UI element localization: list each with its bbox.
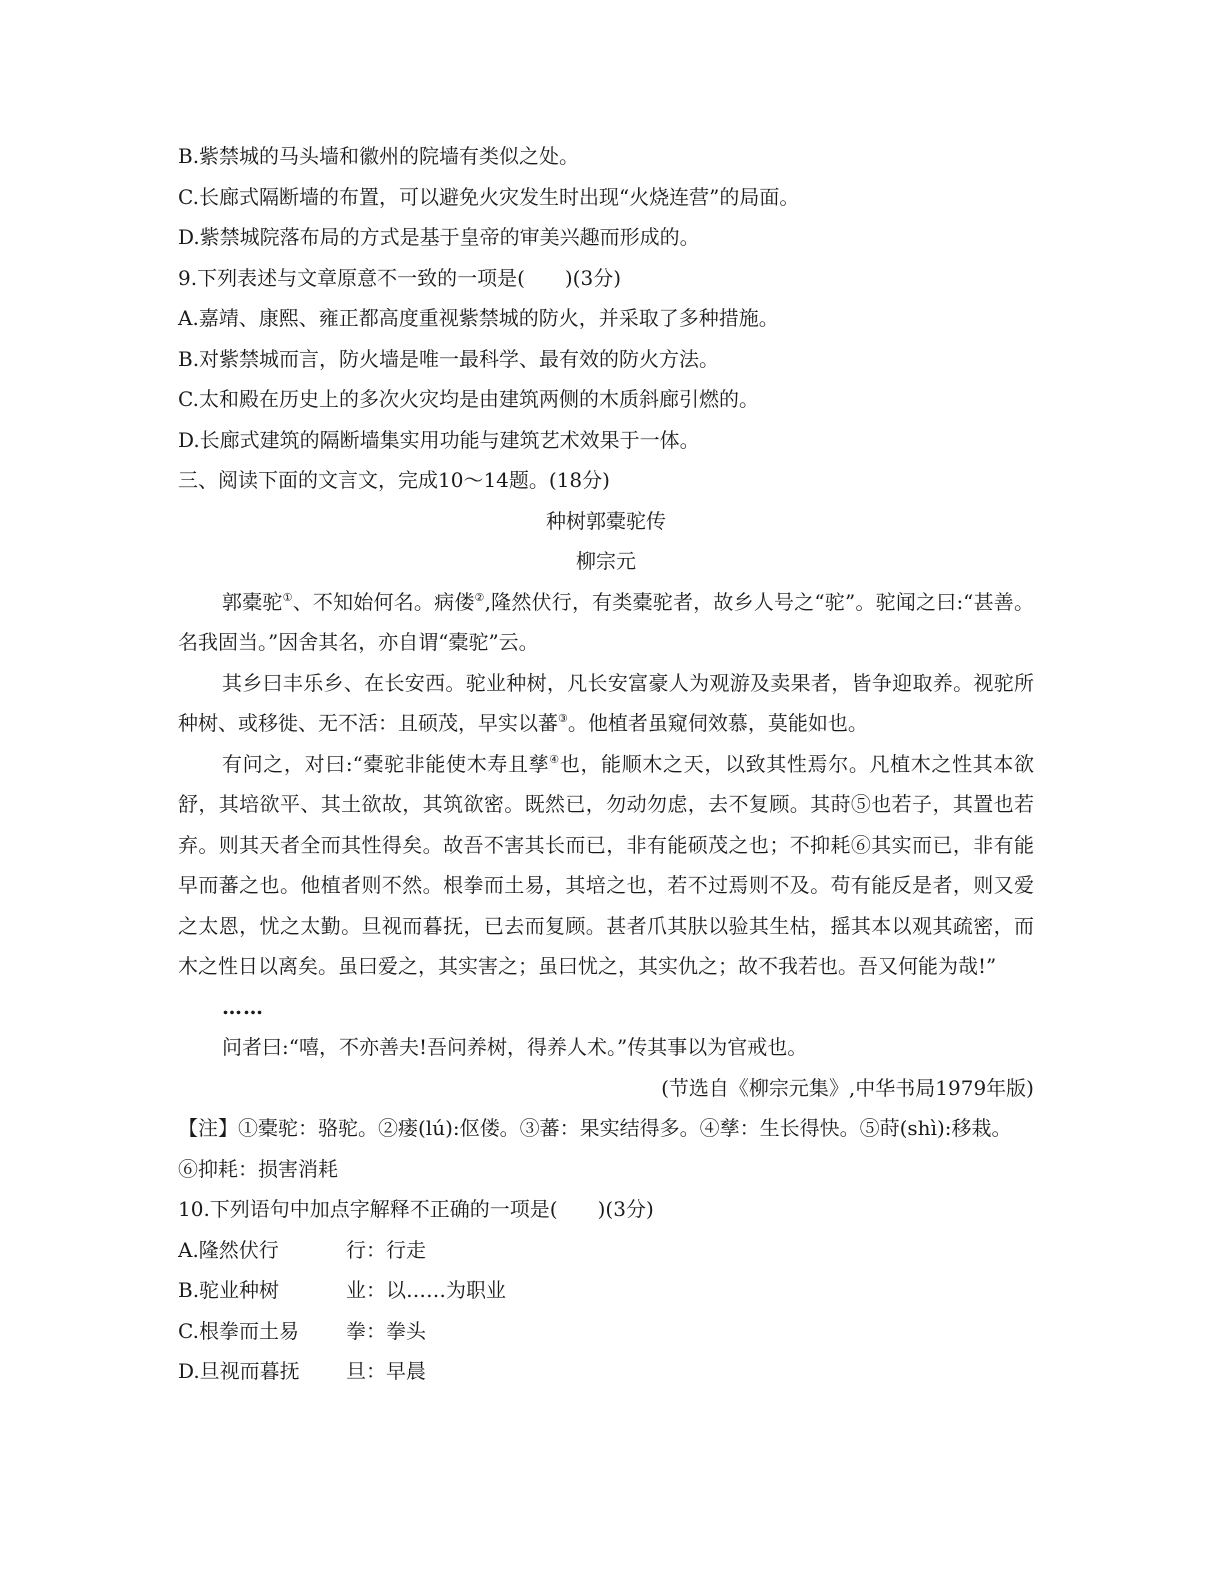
q10-option-c-gloss: 拳：拳头 xyxy=(346,1318,426,1343)
p1-text-c: ,隆然伏行，有类橐驼者，故乡人号之“驼”。驼闻之曰:“甚善。名我固当。”因舍其名，亦自谓“橐驼”云。 xyxy=(178,589,1035,654)
q9-option-a: A.嘉靖、康熙、雍正都高度重视紫禁城的防火，并采取了多种措施。 xyxy=(178,306,779,330)
footnote-marker-2: ② xyxy=(474,590,485,604)
document-content xyxy=(178,136,1034,1392)
passage-source: (节选自《柳宗元集》,中华书局1979年版) xyxy=(661,1075,1034,1100)
p3-text-b: 也，能顺木之天，以致其性焉尔。凡植木之性其本欲舒，其培欲平、其土欲故，其筑欲密。既然已，勿动勿虑，去不复顾。其莳⑤也若子，其置也若弃。则其天者全而其性得矣。故吾不害其长而已，非有能硕茂之也；不抑耗⑥其实而已，非有能早而蕃之也。他植者则不然。根拳而土易，其培之也，若不过焉则不及。苟有能反是者，则又爱之太恩，忧之太勤。旦视而暮抚，已去而复顾。甚者爪其肤以验其生枯，摇其本以观其疏密，而木之性日以离矣。虽曰爱之，其实害之；虽曰忧之，其实仇之；故不我若也。吾又何能为哉!” xyxy=(178,751,1035,978)
passage-paragraph-4: 问者曰:“嘻，不亦善夫!吾问养树，得养人术。”传其事以为官戒也。 xyxy=(222,1035,808,1059)
q9-option-d: D.长廊式建筑的隔断墙集实用功能与建筑艺术效果于一体。 xyxy=(178,427,700,452)
q10-option-b xyxy=(178,1270,1034,1311)
q10-stem: 10.下列语句中加点字解释不正确的一项是( )(3分) xyxy=(178,1197,654,1221)
passage-author: 柳宗元 xyxy=(576,549,636,573)
q9-stem: 9.下列表述与文章原意不一致的一项是( )(3分) xyxy=(178,265,622,290)
q9-option-b: B.对紫禁城而言，防火墙是唯一最科学、最有效的防火方法。 xyxy=(178,346,720,371)
p2-text-b: 。他植者虽窥伺效慕，莫能如也。 xyxy=(567,711,868,735)
q10-option-c xyxy=(178,1311,1034,1352)
passage-paragraph-3 xyxy=(178,744,1034,987)
q10-option-a-gloss: 行：行走 xyxy=(346,1237,426,1262)
notes-line-1: 【注】①橐驼：骆驼。②瘘(lú):伛偻。③蕃：果实结得多。④孳：生长得快。⑤莳(shì):移栽。 xyxy=(178,1116,1012,1140)
q8-option-b: B.紫禁城的马头墙和徽州的院墙有类似之处。 xyxy=(178,144,580,168)
passage-paragraph-2 xyxy=(178,663,1034,744)
q8-option-d: D.紫禁城院落布局的方式是基于皇帝的审美兴趣而形成的。 xyxy=(178,225,700,249)
footnote-marker-4: ④ xyxy=(549,752,560,766)
footnote-marker-1: ① xyxy=(282,590,293,604)
section-heading: 三、阅读下面的文言文，完成10～14题。(18分) xyxy=(178,468,610,492)
q10-option-b-gloss: 业：以……为职业 xyxy=(346,1278,506,1302)
q10-option-d xyxy=(178,1351,1034,1392)
p3-text-a: 有问之，对曰:“橐驼非能使木寿且孳 xyxy=(222,751,550,776)
q8-option-c: C.长廊式隔断墙的布置，可以避免火灾发生时出现“火烧连营”的局面。 xyxy=(178,184,800,209)
q10-option-c-text: C.根拳而土易 xyxy=(178,1318,299,1343)
p2-text-a: 其乡曰丰乐乡、在长安西。驼业种树，凡长安富豪人为观游及卖果者，皆争迎取养。视驼所种树、或移徙、无不活：且硕茂，早实以蕃 xyxy=(178,670,1034,735)
p1-text-b: 、不知始何名。病偻 xyxy=(292,589,475,614)
q10-option-b-text: B.驼业种树 xyxy=(178,1278,280,1302)
notes-line-2: ⑥抑耗：损害消耗 xyxy=(178,1156,338,1181)
footnote-marker-3: ③ xyxy=(558,712,568,725)
q9-option-c: C.太和殿在历史上的多次火灾均是由建筑两侧的木质斜廊引燃的。 xyxy=(178,387,759,411)
q10-option-a xyxy=(178,1230,1034,1271)
passage-paragraph-1 xyxy=(178,582,1034,663)
ellipsis-text: …… xyxy=(222,994,264,1019)
passage-ellipsis xyxy=(178,987,1034,1028)
q10-option-a-text: A.隆然伏行 xyxy=(178,1237,279,1262)
q10-option-d-gloss: 旦：早晨 xyxy=(346,1359,426,1383)
passage-title: 种树郭橐驼传 xyxy=(546,508,666,533)
p1-text-a: 郭橐驼 xyxy=(222,589,283,614)
q10-option-d-text: D.旦视而暮抚 xyxy=(178,1359,300,1383)
